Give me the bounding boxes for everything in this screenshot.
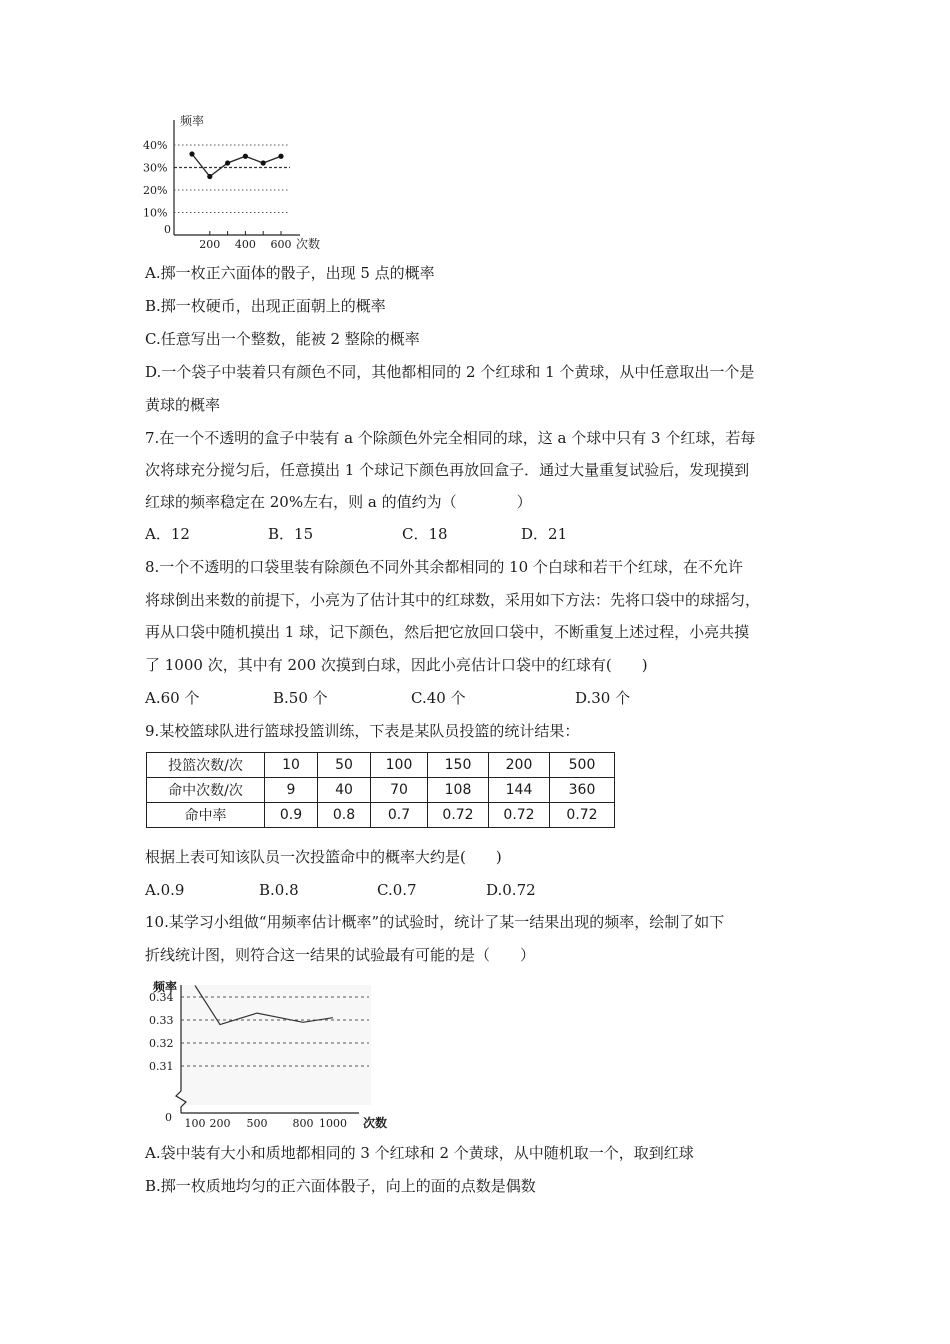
q9-stem-line1: 9.某校篮球队进行篮球投篮训练，下表是某队员投篮的统计结果： (145, 722, 580, 740)
x-axis-label: 次数 (363, 1116, 388, 1130)
q6-option-b: B.掷一枚硬币，出现正面朝上的概率 (145, 297, 386, 315)
q8-stem-line3: 再从口袋中随机摸出 1 球，记下颜色，然后把它放回口袋中，不断重复上述过程，小亮共摸 (145, 623, 750, 641)
q8-option-b: B.50 个 (273, 689, 328, 707)
y-tick-label: 0.33 (149, 1014, 174, 1027)
table-cell: 10 (265, 753, 318, 778)
data-point (278, 154, 283, 159)
q7-option-a: A．12 (145, 525, 190, 543)
y-tick-label: 20% (143, 184, 168, 197)
y-tick-label: 30% (143, 161, 168, 175)
table-cell: 0.72 (428, 803, 489, 828)
y-tick-label: 40% (143, 139, 168, 152)
q10-stem-line2: 折线统计图，则符合这一结果的试验最有可能的是（ ） (145, 946, 536, 964)
q8-stem-line4: 了 1000 次，其中有 200 次摸到白球，因此小亮估计口袋中的红球有( ) (145, 656, 648, 674)
y-tick-label: 0.32 (149, 1037, 174, 1050)
x-tick-label: 200 (199, 238, 221, 251)
shooting-stats-table (146, 752, 615, 828)
y-tick-label: 0.31 (149, 1060, 174, 1073)
q7-stem-line1: 7.在一个不透明的盒子中装有 a 个除颜色外完全相同的球，这 a 个球中只有 3 个红球，若每 (145, 429, 756, 447)
table-cell: 0.72 (550, 803, 615, 828)
table-cell: 0.72 (489, 803, 550, 828)
y-tick-label: 10% (143, 206, 168, 220)
y-axis-label: 频率 (180, 114, 205, 128)
table-cell: 9 (265, 778, 318, 803)
y-tick-label: 0 (164, 223, 171, 236)
q8-option-d: D.30 个 (575, 689, 631, 707)
x-axis-label: 次数 (296, 237, 321, 251)
x-tick-label: 1000 (319, 1117, 347, 1130)
table-cell: 70 (371, 778, 428, 803)
data-point (261, 160, 266, 165)
q6-option-d-line2: 黄球的概率 (145, 396, 221, 414)
q8-stem-line1: 8.一个不透明的口袋里装有除颜色不同外其余都相同的 10 个白球和若干个红球，在不允许 (145, 558, 743, 576)
x-tick-label: 800 (292, 1117, 314, 1130)
frequency-chart-1 (140, 110, 340, 255)
q10-option-a: A.袋中装有大小和质地都相同的 3 个红球和 2 个黄球，从中随机取一个，取到红球 (145, 1144, 694, 1162)
q6-option-d-line1: D.一个袋子中装着只有颜色不同，其他都相同的 2 个红球和 1 个黄球，从中任意取出一个是 (145, 363, 755, 381)
q10-stem-line1: 10.某学习小组做“用频率估计概率”的试验时，统计了某一结果出现的频率，绘制了如下 (145, 913, 725, 931)
table-cell: 0.9 (265, 803, 318, 828)
q9-option-a: A.0.9 (145, 881, 185, 899)
data-point (207, 174, 212, 179)
q6-option-a: A.掷一枚正六面体的骰子，出现 5 点的概率 (145, 264, 435, 282)
x-tick-label: 600 (270, 238, 292, 251)
table-header-cell: 命中率 (147, 803, 265, 828)
table-row (147, 778, 615, 803)
table-cell: 500 (550, 753, 615, 778)
data-point (243, 154, 248, 159)
x-tick-label: 400 (234, 238, 256, 251)
table-cell: 108 (428, 778, 489, 803)
x-tick-label: 500 (246, 1117, 268, 1130)
q9-stem-line2: 根据上表可知该队员一次投篮命中的概率大约是( ) (145, 848, 502, 866)
table-cell: 40 (318, 778, 371, 803)
data-point (225, 160, 230, 165)
table-cell: 50 (318, 753, 371, 778)
data-point (189, 151, 194, 156)
table-cell: 200 (489, 753, 550, 778)
q7-stem-line3: 红球的频率稳定在 20%左右，则 a 的值约为（ ） (145, 493, 532, 511)
table-header-cell: 投篮次数/次 (147, 753, 265, 778)
q9-option-d: D.0.72 (486, 881, 536, 899)
table-cell: 144 (489, 778, 550, 803)
q8-option-a: A.60 个 (145, 689, 200, 707)
chart-background (181, 985, 371, 1105)
table-cell: 150 (428, 753, 489, 778)
x-tick-label: 100 (184, 1117, 206, 1130)
q8-stem-line2: 将球倒出来数的前提下，小亮为了估计其中的红球数，采用如下方法：先将口袋中的球摇匀， (145, 591, 761, 609)
table-cell: 0.7 (371, 803, 428, 828)
x-tick-label: 200 (209, 1117, 231, 1130)
table-cell: 360 (550, 778, 615, 803)
q7-option-d: D．21 (521, 525, 568, 543)
q8-option-c: C.40 个 (411, 689, 466, 707)
table-row (147, 803, 615, 828)
table-cell: 0.8 (318, 803, 371, 828)
y-axis-label: 频率 (153, 980, 178, 994)
q10-option-b: B.掷一枚质地均匀的正六面体骰子，向上的面的点数是偶数 (145, 1177, 536, 1195)
q6-option-c: C.任意写出一个整数，能被 2 整除的概率 (145, 330, 420, 348)
q7-option-c: C．18 (402, 525, 448, 543)
q9-option-c: C.0.7 (377, 881, 417, 899)
y-tick-label: 0.34 (149, 991, 174, 1004)
y-tick-label: 0 (165, 1111, 172, 1124)
q9-option-b: B.0.8 (259, 881, 299, 899)
series-line (192, 154, 281, 177)
frequency-chart-2 (145, 975, 395, 1135)
q7-option-b: B．15 (268, 525, 314, 543)
q7-stem-line2: 次将球充分搅匀后，任意摸出 1 个球记下颜色再放回盒子．通过大量重复试验后，发现摸到 (145, 461, 750, 479)
table-cell: 100 (371, 753, 428, 778)
table-header-cell: 命中次数/次 (147, 778, 265, 803)
table-row (147, 753, 615, 778)
